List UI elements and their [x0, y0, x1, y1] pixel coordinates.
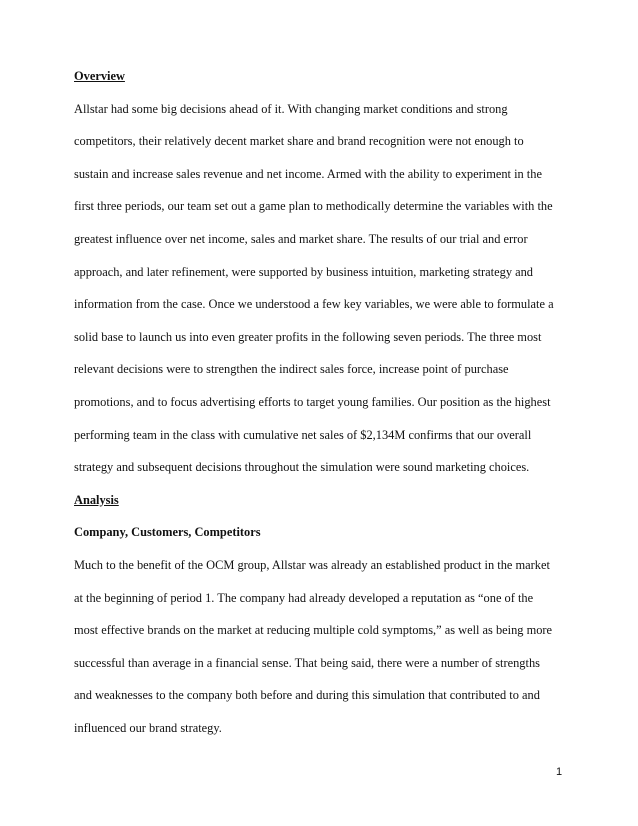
- paragraph-line: and weaknesses to the company both before and during this simulation that contributed to and: [74, 688, 540, 703]
- subheading-company-customers-competitors: Company, Customers, Competitors: [74, 525, 261, 540]
- paragraph-line: promotions, and to focus advertising efforts to target young families. Our position as the highest: [74, 394, 551, 409]
- paragraph-line: Allstar had some big decisions ahead of it. With changing market conditions and strong: [74, 101, 508, 116]
- paragraph-line: strategy and subsequent decisions throughout the simulation were sound marketing choices.: [74, 460, 530, 475]
- heading-analysis: Analysis: [74, 492, 119, 507]
- page-number: 1: [556, 766, 563, 778]
- paragraph-line: solid base to launch us into even greater profits in the following seven periods. The three most: [74, 329, 542, 344]
- paragraph-line: Much to the benefit of the OCM group, Allstar was already an established product in the market: [74, 557, 550, 572]
- heading-overview: Overview: [74, 69, 125, 83]
- paragraph-line: information from the case. Once we understood a few key variables, we were able to formulate a: [74, 297, 554, 312]
- paragraph-line: successful than average in a financial sense. That being said, there were a number of strengths: [74, 655, 540, 670]
- paragraph-line: at the beginning of period 1. The company had already developed a reputation as “one of the: [74, 590, 534, 605]
- paragraph-line: sustain and increase sales revenue and net income. Armed with the ability to experiment in the: [74, 166, 542, 181]
- paragraph-line: performing team in the class with cumulative net sales of $2,134M confirms that our overall: [74, 427, 532, 442]
- paragraph-line: competitors, their relatively decent market share and brand recognition were not enough to: [74, 134, 524, 149]
- paragraph-line: approach, and later refinement, were supported by business intuition, marketing strategy and: [74, 264, 534, 279]
- overview-paragraph: [74, 101, 574, 476]
- paragraph-line: most effective brands on the market at reducing multiple cold symptoms,” as well as being more: [74, 623, 553, 638]
- paragraph-line: influenced our brand strategy.: [74, 720, 222, 735]
- paragraph-line: first three periods, our team set out a game plan to methodically determine the variables with the: [74, 199, 553, 214]
- paragraph-line: greatest influence over net income, sales and market share. The results of our trial and error: [74, 231, 528, 246]
- ccc-paragraph: [74, 557, 574, 736]
- document-body: [74, 68, 574, 752]
- paragraph-line: relevant decisions were to strengthen the indirect sales force, increase point of purchase: [74, 362, 509, 377]
